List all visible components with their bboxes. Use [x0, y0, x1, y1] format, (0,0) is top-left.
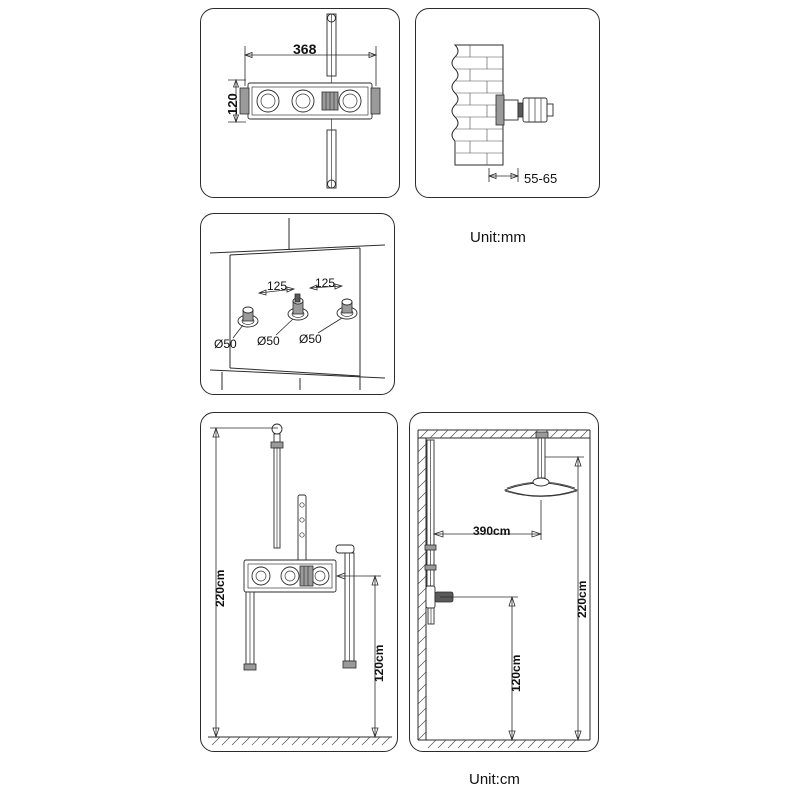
dim-hole2-label: Ø50 [257, 334, 280, 348]
dim-390cm-label: 390cm [473, 524, 511, 538]
unit-mm-label: Unit:mm [470, 229, 526, 246]
dim-120-label: 120 [225, 93, 240, 115]
dim-125-right-label: 125 [315, 276, 336, 290]
dim-125-left-label: 125 [267, 279, 288, 293]
dim-368-label: 368 [293, 41, 317, 57]
dim-220cm-front-label: 220cm [213, 569, 227, 607]
unit-cm-label: Unit:cm [469, 771, 520, 788]
dim-220cm-side-label: 220cm [575, 580, 589, 618]
dim-120cm-front-label: 120cm [372, 644, 386, 682]
dim-hole3-label: Ø50 [299, 332, 322, 346]
dim-120cm-side-label: 120cm [509, 654, 523, 692]
dim-wall-depth-label: 55-65 [524, 171, 558, 186]
dim-hole1-label: Ø50 [214, 337, 237, 351]
